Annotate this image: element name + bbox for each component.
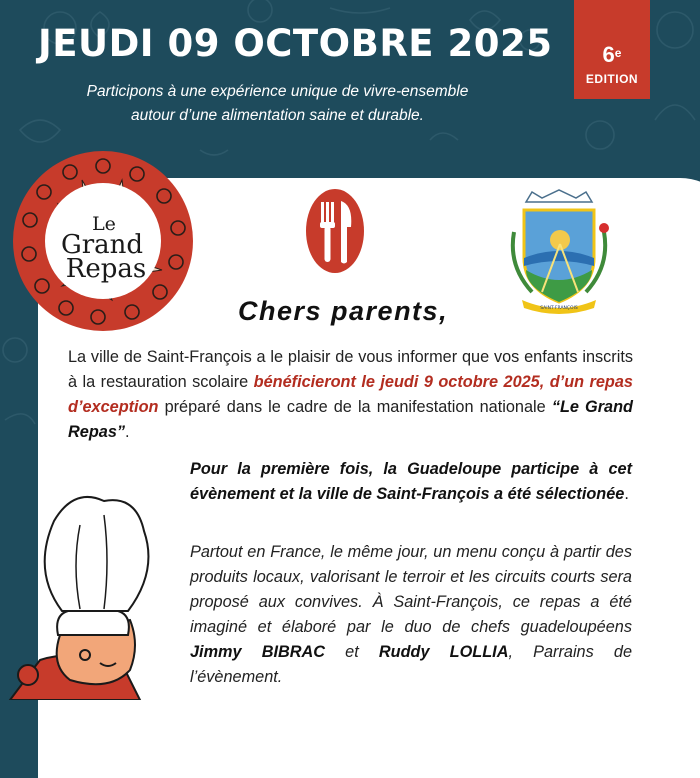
- logo-line-3: Repas: [65, 254, 147, 284]
- edition-number: 6: [602, 42, 615, 67]
- crest-banner-text: SAINT-FRANÇOIS: [540, 306, 578, 311]
- event-subtitle: [0, 80, 555, 128]
- le-grand-repas-logo: [12, 150, 194, 332]
- subtitle-line-1: Participons à une expérience unique de vivre-ensemble: [86, 83, 469, 100]
- highlight-text: bénéficieront le jeudi 9 octobre 2025, d’un repas d’exception: [68, 373, 633, 416]
- intro-text: La ville de Saint-François a le plaisir de vous informer que vos enfants inscrits à la restauration scolaire: [68, 348, 633, 391]
- first-time-end: .: [624, 485, 629, 503]
- chef-name-2: Ruddy LOLLIA: [378, 643, 509, 661]
- event-name: “Le Grand Repas”: [68, 398, 633, 441]
- letter-greeting: Chers parents,: [238, 296, 449, 326]
- edition-suffix: e: [614, 46, 622, 60]
- intro-end: .: [125, 423, 130, 441]
- edition-badge: [574, 0, 650, 99]
- intro-text-cont: préparé dans le cadre de la manifestation nationale: [158, 398, 552, 416]
- event-date-title: JEUDI 09 OCTOBRE 2025: [38, 22, 553, 65]
- subtitle-line-2: autour d’une alimentation saine et durable.: [131, 107, 424, 124]
- first-time-text: Pour la première fois, la Guadeloupe participe à cet évènement et la ville de Saint-François a été sélectionée: [190, 460, 632, 503]
- menu-text: Partout en France, le même jour, un menu conçu à partir des produits locaux, valorisant le terroir et les circuits courts sera proposé aux convives. À Saint-François, ce repas a été imaginé et élaboré par le duo de chefs guadeloupéens: [190, 543, 632, 636]
- coat-of-arms-icon: [508, 188, 610, 316]
- first-time-paragraph: [190, 457, 632, 507]
- menu-and: et: [325, 643, 379, 661]
- chef-name-1: Jimmy BIBRAC: [190, 643, 326, 661]
- chef-illustration: [0, 485, 160, 700]
- intro-paragraph: [68, 345, 633, 445]
- logo-line-2: Grand: [60, 230, 144, 260]
- menu-paragraph: [190, 540, 632, 690]
- cutlery-icon: [305, 188, 365, 274]
- menu-text-end: , Parrains de l’évènement.: [190, 643, 632, 686]
- logo-line-1: Le: [92, 213, 116, 235]
- edition-label: EDITION: [585, 72, 639, 86]
